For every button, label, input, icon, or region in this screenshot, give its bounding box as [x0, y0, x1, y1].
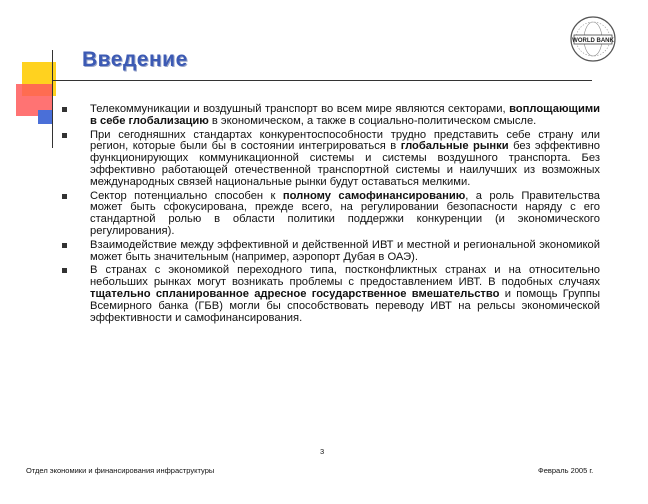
bullet-text: При сегодняшних стандартах конкурентоспособности трудно представить себе страну или регион, которые были бы в состоянии интегрироваться в	[90, 128, 600, 153]
bullet-text: Взаимодействие между эффективной и действенной ИВТ и местной и региональной экономикой может быть значительным (например, аэропорт Дубая в ОАЭ).	[90, 238, 600, 263]
decor-vertical-line	[52, 50, 53, 148]
bullet-text: без эффективно функционирующих коммуникационной системы и системы воздушного транспорта. Без эффективно работающей отечественной транспортной системы и наилучших из возможных международных связей национальные рынки будут оставаться мелкими.	[90, 140, 600, 188]
bullet-marker-icon	[62, 194, 67, 199]
logo-text: WORLD BANK	[572, 38, 614, 45]
decor-blue-square	[38, 110, 52, 124]
page-title: Введение	[82, 48, 188, 71]
bullet-item	[62, 130, 600, 189]
footer-department: Отдел экономики и финансирования инфраструктуры	[26, 466, 215, 475]
bullet-marker-icon	[62, 107, 67, 112]
bullet-text-bold: полному самофинансированию	[282, 189, 466, 202]
bullet-item	[62, 240, 600, 264]
bullet-text: В странах с экономикой переходного типа, постконфликтных странах и на относительно небольших рынках могут возникать проблемы с предоставлением ИВТ. В подобных случаях	[90, 264, 600, 289]
bullet-marker-icon	[62, 243, 67, 248]
bullet-text-bold: тщательно спланированное адресное государственное вмешательство	[90, 287, 500, 300]
bullet-item	[62, 104, 600, 128]
globe-icon	[568, 14, 618, 64]
bullet-text: , а роль Правительства может быть сфокусирована, прежде всего, на регулировании безопасности наряду с его стандартной ролью в области политики поддержки конкуренции (и экономического регулирования).	[90, 189, 600, 237]
bullet-item	[62, 191, 600, 238]
bullet-list	[62, 104, 600, 324]
bullet-text: и помощь Группы Всемирного банка (ГБВ) могли бы способствовать переводу ИВТ на рельсы экономической эффективности и самофинансирования.	[90, 287, 601, 324]
bullet-marker-icon	[62, 268, 67, 273]
bullet-marker-icon	[62, 133, 67, 138]
bullet-text: Телекоммуникации и воздушный транспорт во всем мире являются секторами,	[90, 103, 510, 115]
bullet-text: в экономическом, а также в социально-политическом смысле.	[208, 114, 537, 127]
page-number: 3	[320, 447, 325, 456]
bullet-text-bold: воплощающими в себе глобализацию	[90, 103, 600, 127]
bullet-item	[62, 265, 600, 324]
bullet-text: Сектор потенциально способен к	[90, 189, 283, 202]
decor-horizontal-line	[52, 80, 592, 81]
bullet-text-bold: глобальные рынки	[400, 140, 509, 153]
footer-date: Февраль 2005 г.	[538, 466, 594, 475]
